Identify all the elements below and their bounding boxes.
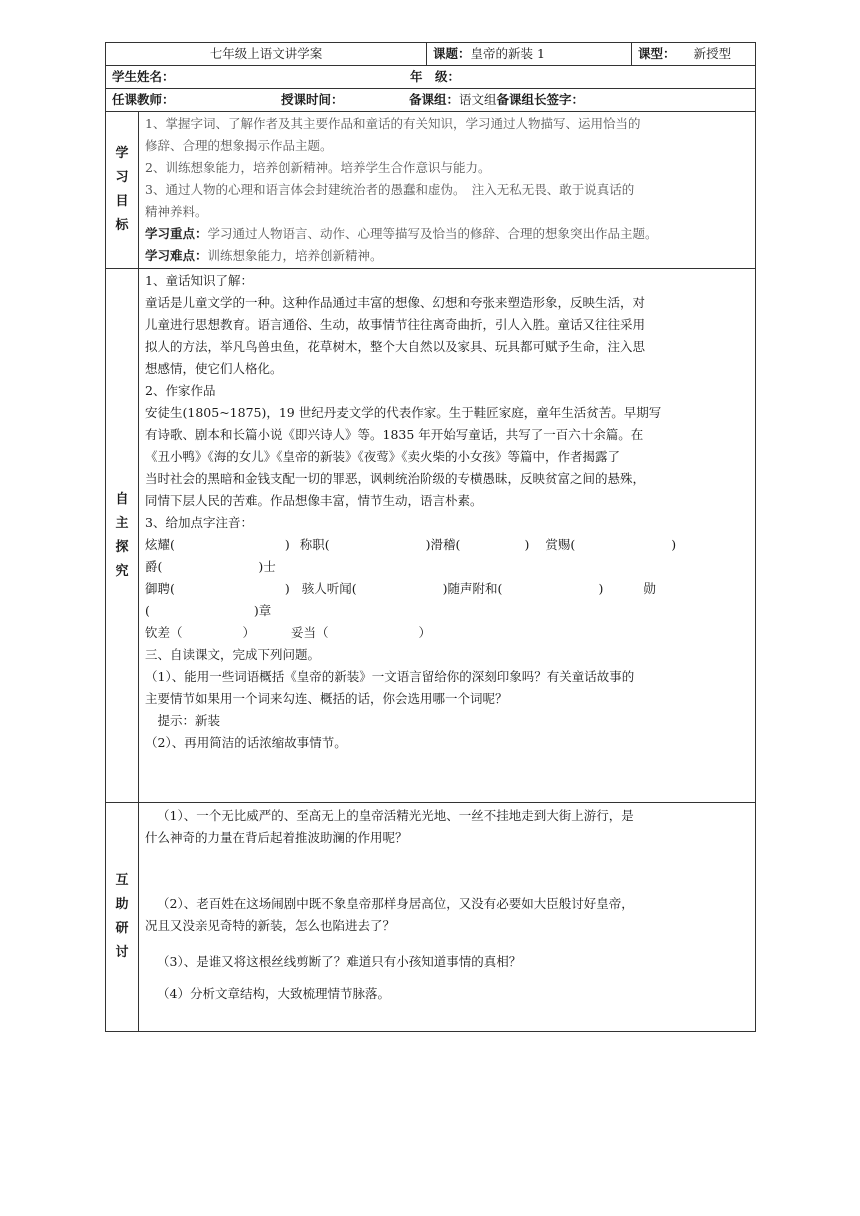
text-line: 童话是儿童文学的一种。这种作品通过丰富的想像、幻想和夸张来塑造形象，反映生活，对 <box>145 295 646 310</box>
discussion-content <box>139 803 756 1032</box>
teacher-row-cell <box>106 89 756 112</box>
discussion-side-label: 互 助 研 讨 <box>106 803 139 1032</box>
type-cell <box>632 43 756 66</box>
time-label: 授课时间： <box>281 92 344 107</box>
worksheet <box>105 42 755 1032</box>
group-value: 语文组 <box>459 92 497 107</box>
text-line: 《丑小鸭》《海的女儿》《皇帝的新装》《夜莺》《卖火柴的小女孩》等篇中，作者揭露了 <box>145 449 621 464</box>
case-title: 七年级上语文讲学案 <box>106 43 427 66</box>
question-4: （4）分析文章结构，大致梳理情节脉落。 <box>157 986 390 1001</box>
leader-label: 备课组长签字： <box>496 92 585 107</box>
text-line: （2）、再用简洁的话浓缩故事情节。 <box>145 735 347 750</box>
objectives-side-label: 学 习 目 标 <box>106 112 139 269</box>
objectives-row <box>106 112 756 269</box>
question-2: （2）、老百姓在这场闹剧中既不象皇帝那样身居高位，又没有必要如大臣般讨好皇帝， <box>157 896 634 911</box>
text-line: 2、作家作品 <box>145 383 216 398</box>
discussion-row <box>106 803 756 1032</box>
question-3: （3）、是谁又将这根丝线剪断了？难道只有小孩知道事情的真相？ <box>157 954 522 969</box>
topic-label: 课题： <box>433 46 471 61</box>
topic-value: 皇帝的新装 1 <box>470 46 545 61</box>
group-label: 备课组： <box>409 92 460 107</box>
header-row-1 <box>106 43 756 66</box>
lesson-plan-table <box>105 42 756 1032</box>
question-1: （1）、一个无比威严的、至高无上的皇帝活精光光地、一丝不挂地走到大街上游行，是 <box>157 808 634 823</box>
text-line: 三、自读课文，完成下列问题。 <box>145 647 321 662</box>
pinyin-row-4: ( )章 <box>145 603 272 618</box>
text-line: 提示：新装 <box>145 713 221 728</box>
self-study-content <box>139 269 756 803</box>
objective-line: 修辞、合理的想象揭示作品主题。 <box>145 138 333 153</box>
pinyin-row-1: 炫耀( ) 称职( )滑稽( ) 赏赐( ) <box>145 537 677 552</box>
header-row-3 <box>106 89 756 112</box>
text-line: 主要情节如果用一个词来勾连、概括的话，你会选用哪一个词呢？ <box>145 691 508 706</box>
difficult-point: 学习难点：训练想象能力，培养创新精神。 <box>145 248 383 263</box>
text-line: 同情下层人民的苦难。作品想像丰富，情节生动，语言朴素。 <box>145 493 483 508</box>
objective-line: 1、掌握字词、了解作者及其主要作品和童话的有关知识，学习通过人物描写、运用恰当的 <box>145 116 641 131</box>
pinyin-row-3: 御聘( ) 骇人听闻( )随声附和( ) 勋 <box>145 581 656 596</box>
student-name-label: 学生姓名： <box>112 69 175 84</box>
group-cell <box>409 89 584 111</box>
pinyin-row-2: 爵( )士 <box>145 559 276 574</box>
question-2-cont: 况且又没亲见奇特的新装，怎么也陷进去了？ <box>145 918 396 933</box>
text-line: 安徒生(1805~1875)，19 世纪丹麦文学的代表作家。生于鞋匠家庭，童年生活贫苦。早期写 <box>145 405 662 420</box>
text-line: 有诗歌、剧本和长篇小说《即兴诗人》等。1835 年开始写童话，共写了一百六十余篇。在 <box>145 427 644 442</box>
objective-line: 精神养料。 <box>145 204 208 219</box>
key-point: 学习重点：学习通过人物语言、动作、心理等描写及恰当的修辞、合理的想象突出作品主题。 <box>145 226 658 241</box>
text-line: 想感情，使它们人格化。 <box>145 361 283 376</box>
text-line: 儿童进行思想教育。语言通俗、生动，故事情节往往离奇曲折，引人入胜。童话又往往采用 <box>145 317 646 332</box>
type-value: 新授型 <box>693 46 732 61</box>
question-1-cont: 什么神奇的力量在背后起着推波助澜的作用呢？ <box>145 830 408 845</box>
self-study-side-label: 自 主 探 究 <box>106 269 139 803</box>
objective-line: 3、通过人物的心理和语言体会封建统治者的愚蠢和虚伪。 注入无私无畏、敢于说真话的 <box>145 182 635 197</box>
text-line: 当时社会的黑暗和金钱支配一切的罪恶，讽刺统治阶级的专横愚昧，反映贫富之间的悬殊， <box>145 471 646 486</box>
objectives-content <box>139 112 756 269</box>
text-line: 1、童话知识了解： <box>145 273 253 288</box>
text-line: （1）、能用一些词语概括《皇帝的新装》一文语言留给你的深刻印象吗？有关童话故事的 <box>145 669 635 684</box>
text-line: 拟人的方法，举凡鸟兽虫鱼，花草树木，整个大自然以及家具、玩具都可赋予生命，注入思 <box>145 339 646 354</box>
teacher-label: 任课教师： <box>112 92 175 107</box>
type-label: 课型： <box>638 46 676 61</box>
header-row-2 <box>106 66 756 89</box>
pinyin-row-5: 钦差（ ） 妥当（ ） <box>145 625 432 640</box>
topic-cell <box>427 43 632 66</box>
student-grade-cell <box>106 66 756 89</box>
self-study-row <box>106 269 756 803</box>
objective-line: 2、训练想象能力，培养创新精神。培养学生合作意识与能力。 <box>145 160 491 175</box>
text-line: 3、给加点字注音： <box>145 515 253 530</box>
grade-label: 年 级： <box>410 69 461 84</box>
